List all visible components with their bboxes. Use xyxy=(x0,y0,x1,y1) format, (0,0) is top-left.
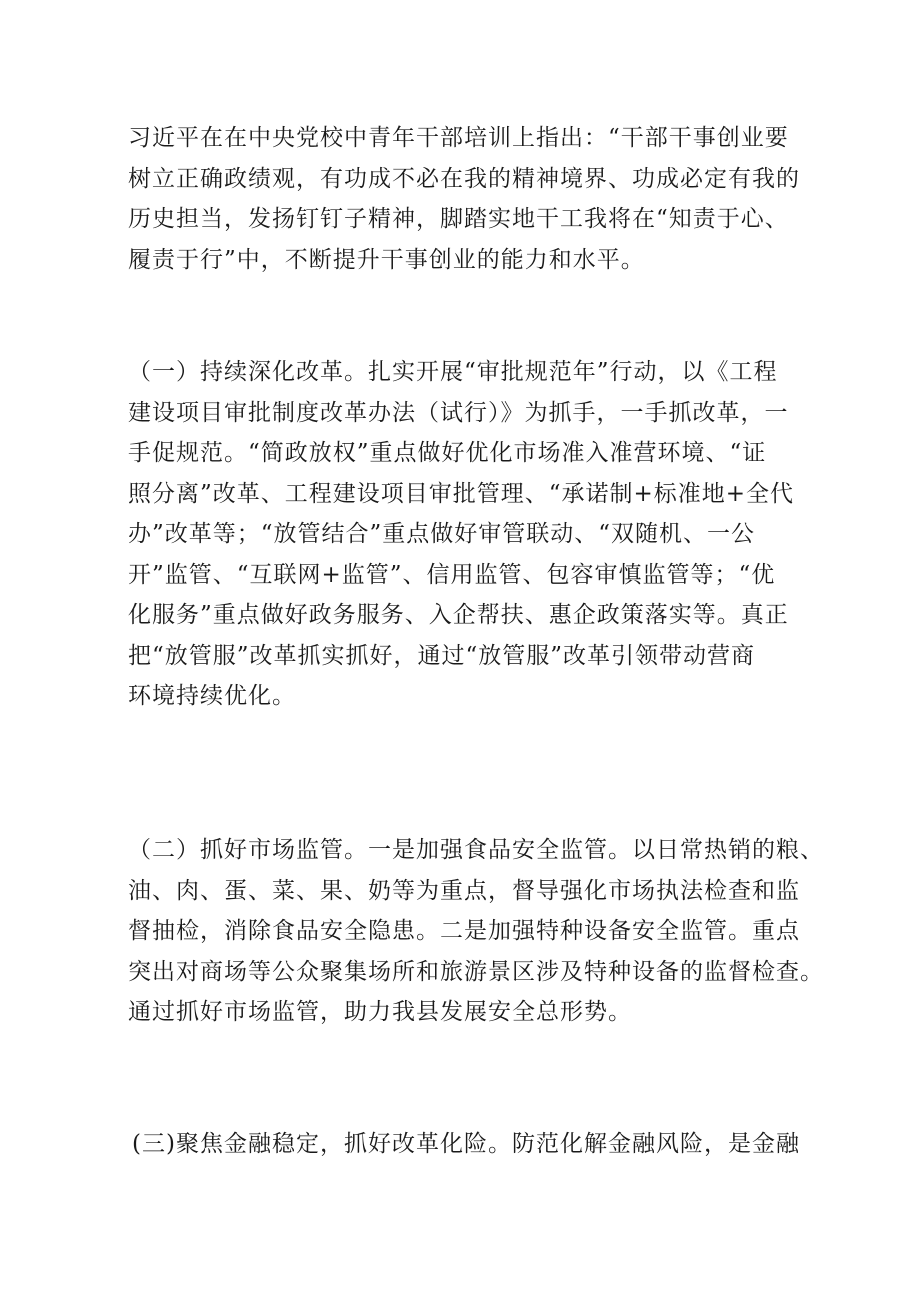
text-line: 履责于行”中，不断提升干事创业的能力和水平。 xyxy=(128,246,645,273)
text-line: (三)聚焦金融稳定，抓好改革化险。防范化解金融风险，是金融 xyxy=(132,1131,800,1157)
text-line: 通过抓好市场监管，助力我县发展安全总形势。 xyxy=(128,999,632,1025)
text-line: 手促规范。“简政放权”重点做好优化市场准入准营环境、“证 xyxy=(128,440,767,466)
text-line: 把“放管服”改革抓实抓好，通过“放管服”改革引领带动营商 xyxy=(128,642,756,669)
text-line: 突出对商场等公众聚集场所和旅游景区涉及特种设备的监督检查。 xyxy=(128,958,824,985)
section-3-paragraph xyxy=(128,1124,808,1165)
text-line: 开”监管、“互联网+监管”、信用监管、包容审慎监管等；“优 xyxy=(128,561,776,588)
text-line: 习近平在在中央党校中青年干部培训上指出：“干部干事创业要 xyxy=(128,125,789,151)
section-2-paragraph xyxy=(128,830,824,1033)
text-line: 化服务”重点做好政务服务、入企帮扶、惠企政策落实等。真正 xyxy=(128,602,789,628)
text-line: 树立正确政绩观，有功成不必在我的精神境界、功成必定有我的 xyxy=(128,165,800,192)
intro-paragraph xyxy=(128,118,808,280)
text-line: （一）持续深化改革。扎实开展“审批规范年”行动，以《工程 xyxy=(128,359,778,385)
text-line: 环境持续优化。 xyxy=(128,683,296,709)
text-line: 办”改革等；“放管结合”重点做好审管联动、“双随机、一公 xyxy=(128,521,756,547)
text-line: 历史担当，发扬钉钉子精神，脚踏实地干工我将在“知责于心、 xyxy=(128,206,789,232)
text-line: 油、肉、蛋、菜、果、奶等为重点，督导强化市场执法检查和监 xyxy=(128,877,800,904)
section-1-paragraph xyxy=(128,352,808,717)
text-line: （二）抓好市场监管。一是加强食品安全监管。以日常热销的粮、 xyxy=(128,837,824,863)
text-line: 督抽检，消除食品安全隐患。二是加强特种设备安全监管。重点 xyxy=(128,918,800,944)
text-line: 照分离”改革、工程建设项目审批管理、“承诺制+标准地+全代 xyxy=(128,480,795,507)
text-line: 建设项目审批制度改革办法（试行）》为抓手，一手抓改革，一 xyxy=(128,399,789,426)
